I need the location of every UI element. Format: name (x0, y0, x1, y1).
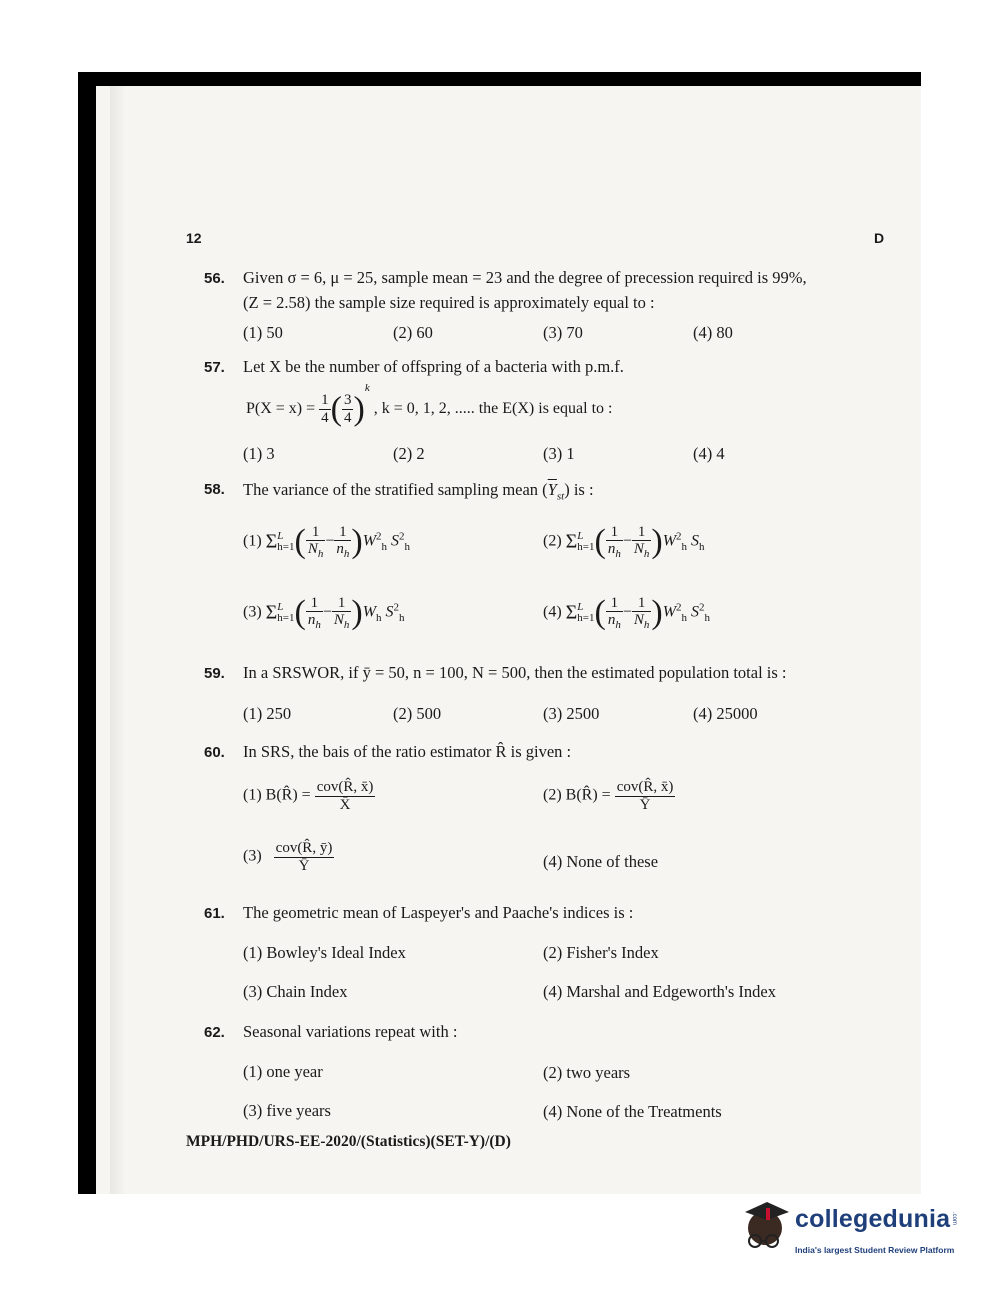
numerator: cov(R̂, x̄) (616, 779, 674, 795)
text-segment: The variance of the stratified sampling mean ( (243, 480, 548, 499)
denominator-symbol: N (633, 541, 644, 558)
numerator: 1 (332, 595, 352, 613)
option-text: None of these (566, 852, 659, 871)
sum-limits (277, 531, 294, 553)
page-edge (110, 86, 124, 1194)
question-text: The geometric mean of Laspeyer's and Paache's indices is : (243, 903, 634, 922)
left-paren: ( (294, 594, 306, 631)
question-text: In a SRSWOR, if ȳ = 50, n = 100, N = 500, then the estimated population total is : (243, 663, 787, 682)
question-number: 56. (204, 270, 225, 287)
subscript: h (681, 611, 688, 624)
question-text: Given σ = 6, μ = 25, sample mean = 23 and the degree of precession requirєd is 99%, (243, 268, 807, 287)
option-label: (4) (543, 852, 563, 871)
option: (4) 80 (693, 323, 733, 342)
question-number: 57. (204, 359, 225, 376)
minus-sign: − (325, 532, 335, 550)
brand-name[interactable]: collegedunia (795, 1205, 951, 1233)
sum-upper: L (577, 601, 584, 613)
subscript: h (399, 611, 405, 624)
denominator-symbol: N (333, 612, 344, 629)
option-label: (2) (543, 786, 562, 804)
sum-lower: h=1 (577, 541, 595, 553)
sum-upper: L (577, 530, 584, 542)
superscript: 2 (699, 601, 705, 614)
subscript: h (643, 548, 650, 561)
subscript: h (381, 540, 388, 553)
denominator-symbol: n (607, 612, 616, 629)
option: (1) one year (243, 1062, 323, 1081)
subscript: h (343, 619, 350, 632)
option: (3) Chain Index (243, 982, 348, 1001)
denominator-symbol: n (607, 541, 616, 558)
left-paren: ( (594, 594, 606, 631)
subscript: h (343, 548, 350, 561)
option-label: (4) (543, 603, 566, 621)
question-number: 62. (204, 1024, 225, 1041)
paper-code: MPH/PHD/URS-EE-2020/(Statistics)(SET-Y)/(D) (186, 1133, 511, 1150)
numerator: 1 (306, 524, 326, 542)
fraction (632, 524, 652, 561)
option-label: (3) (243, 847, 262, 865)
minus-sign: − (322, 603, 332, 621)
right-paren: ) (651, 523, 663, 560)
text-segment: ) is : (564, 480, 594, 499)
question-number: 61. (204, 905, 225, 922)
brand-suffix: .com (951, 1212, 957, 1226)
fraction (615, 779, 676, 813)
question-text: Let X be the number of offspring of a bacteria with p.m.f. (243, 357, 624, 376)
y-bar-symbol: $\overline{Y}$ (547, 480, 557, 499)
formula-rhs: , k = 0, 1, 2, ..... the E(X) is equal to : (373, 400, 613, 417)
variance-symbol: S (691, 603, 700, 621)
superscript: 2 (676, 530, 682, 543)
option: (4) 25000 (693, 704, 758, 723)
option: (1) Bowley's Ideal Index (243, 943, 406, 962)
subscript: h (317, 548, 324, 561)
sum-limits (577, 531, 594, 553)
option: (4) None of the Treatments (543, 1102, 722, 1121)
sum-symbol: Σ (565, 601, 578, 624)
numerator: cov(R̂, x̄) (316, 779, 374, 795)
subscript: h (404, 540, 411, 553)
sum-upper: L (277, 601, 284, 613)
left-paren: ( (294, 523, 306, 560)
numerator: 1 (306, 595, 323, 613)
denominator: 4 (321, 409, 329, 426)
page-number: 12 (186, 230, 202, 246)
question-number: 60. (204, 744, 225, 761)
numerator: cov(R̂, ȳ) (275, 840, 333, 856)
numerator: 1 (632, 595, 652, 613)
denominator: X̄ (339, 796, 351, 813)
option: (2) 2 (393, 444, 425, 463)
option: (2) Fisher's Index (543, 943, 659, 962)
option: (3) 2500 (543, 704, 600, 723)
subscript: h (699, 540, 705, 553)
question-number: 59. (204, 665, 225, 682)
option: (4) Marshal and Edgeworth's Index (543, 982, 776, 1001)
option: (4) 4 (693, 444, 725, 463)
denominator: Ȳ (639, 796, 651, 813)
subscript: h (615, 548, 621, 561)
denominator: 4 (343, 409, 352, 426)
subscript: h (615, 619, 621, 632)
set-code: D (874, 230, 885, 246)
denominator (306, 612, 323, 631)
option-formula (243, 779, 375, 813)
subscript: h (681, 540, 688, 553)
weight-symbol: W (362, 603, 377, 621)
numerator: 1 (334, 524, 351, 542)
option: (3) 1 (543, 444, 575, 463)
variance-symbol: S (691, 532, 700, 550)
denominator (334, 541, 351, 560)
denominator (606, 612, 623, 631)
sum-symbol: Σ (565, 530, 578, 553)
formula-lhs: P(X = x) = (246, 400, 316, 417)
exponent: k (364, 382, 370, 394)
question-text: In SRS, the bais of the ratio estimator R̂ is given : (243, 742, 572, 761)
subscript: h (643, 619, 650, 632)
fraction (606, 595, 623, 632)
option-label: (1) (243, 532, 266, 550)
option: (3) 70 (543, 323, 583, 342)
right-paren: ) (351, 523, 363, 560)
option-formula (543, 779, 675, 813)
numerator: 1 (606, 524, 623, 542)
weight-symbol: W (662, 532, 677, 550)
option-label: (2) (543, 532, 566, 550)
option-formula (243, 523, 410, 561)
option-formula (543, 594, 710, 632)
option-label: (1) (243, 786, 262, 804)
question-text: (Z = 2.58) the sample size required is approximately equal to : (243, 293, 655, 312)
numerator: 3 (343, 392, 352, 409)
subscript: st (556, 490, 565, 503)
sum-lower: h=1 (277, 612, 295, 624)
variance-symbol: S (391, 532, 400, 550)
sum-lower: h=1 (277, 541, 295, 553)
question-text (243, 480, 594, 502)
denominator (632, 541, 652, 560)
fraction (606, 524, 623, 561)
denominator (332, 612, 352, 631)
subscript: h (704, 611, 711, 624)
superscript: 2 (393, 601, 400, 614)
fraction (274, 840, 335, 874)
option-formula (543, 523, 705, 561)
formula-lhs: B(R̂) = (265, 786, 311, 804)
option: (3) five years (243, 1101, 331, 1120)
fraction (306, 595, 323, 632)
denominator (306, 541, 326, 560)
formula-lhs: B(R̂) = (565, 786, 611, 804)
minus-sign: − (622, 603, 632, 621)
option-formula (243, 594, 405, 632)
option (543, 852, 658, 872)
superscript: 2 (399, 530, 405, 543)
denominator (632, 612, 652, 631)
option: (2) 500 (393, 704, 442, 723)
option: (1) 50 (243, 323, 283, 342)
numerator: 1 (632, 524, 652, 542)
subscript: h (376, 611, 382, 624)
minus-sign: − (622, 532, 632, 550)
option-label: (3) (243, 603, 266, 621)
denominator: Ȳ (298, 857, 310, 874)
denominator (606, 541, 623, 560)
left-paren: ( (594, 523, 606, 560)
fraction (332, 595, 352, 632)
sum-symbol: Σ (265, 601, 278, 624)
weight-symbol: W (362, 532, 377, 550)
option: (1) 250 (243, 704, 292, 723)
fraction (342, 392, 354, 426)
sum-lower: h=1 (577, 612, 595, 624)
denominator-symbol: N (307, 541, 318, 558)
fraction (319, 392, 331, 426)
subscript: h (315, 619, 321, 632)
right-paren: ) (351, 594, 363, 631)
fraction (334, 524, 351, 561)
fraction (306, 524, 326, 561)
option: (2) two years (543, 1063, 631, 1082)
denominator-symbol: N (633, 612, 644, 629)
sum-limits (277, 602, 294, 624)
variance-symbol: S (385, 603, 394, 621)
superscript: 2 (676, 601, 682, 614)
superscript: 2 (376, 530, 382, 543)
fraction (632, 595, 652, 632)
option: (2) 60 (393, 323, 433, 342)
fraction (315, 779, 376, 813)
numerator: 1 (606, 595, 623, 613)
option-formula (243, 840, 334, 874)
right-paren: ) (651, 594, 663, 631)
option: (1) 3 (243, 444, 275, 463)
sum-limits (577, 602, 594, 624)
sum-upper: L (277, 530, 284, 542)
denominator-symbol: n (336, 541, 344, 558)
question-number: 58. (204, 481, 225, 498)
denominator-symbol: n (307, 612, 316, 629)
numerator: 1 (321, 392, 329, 409)
sum-symbol: Σ (265, 530, 278, 553)
question-text: Seasonal variations repeat with : (243, 1022, 458, 1041)
brand-tagline: India's largest Student Review Platform (795, 1245, 955, 1255)
weight-symbol: W (662, 603, 677, 621)
pmf-formula: P(X = x) = $\frac{1}{4}$ ( $\frac{3}{4}$ )$^k$ , k = 0, 1, 2, ..... the E(X) is equal to : (246, 382, 613, 428)
